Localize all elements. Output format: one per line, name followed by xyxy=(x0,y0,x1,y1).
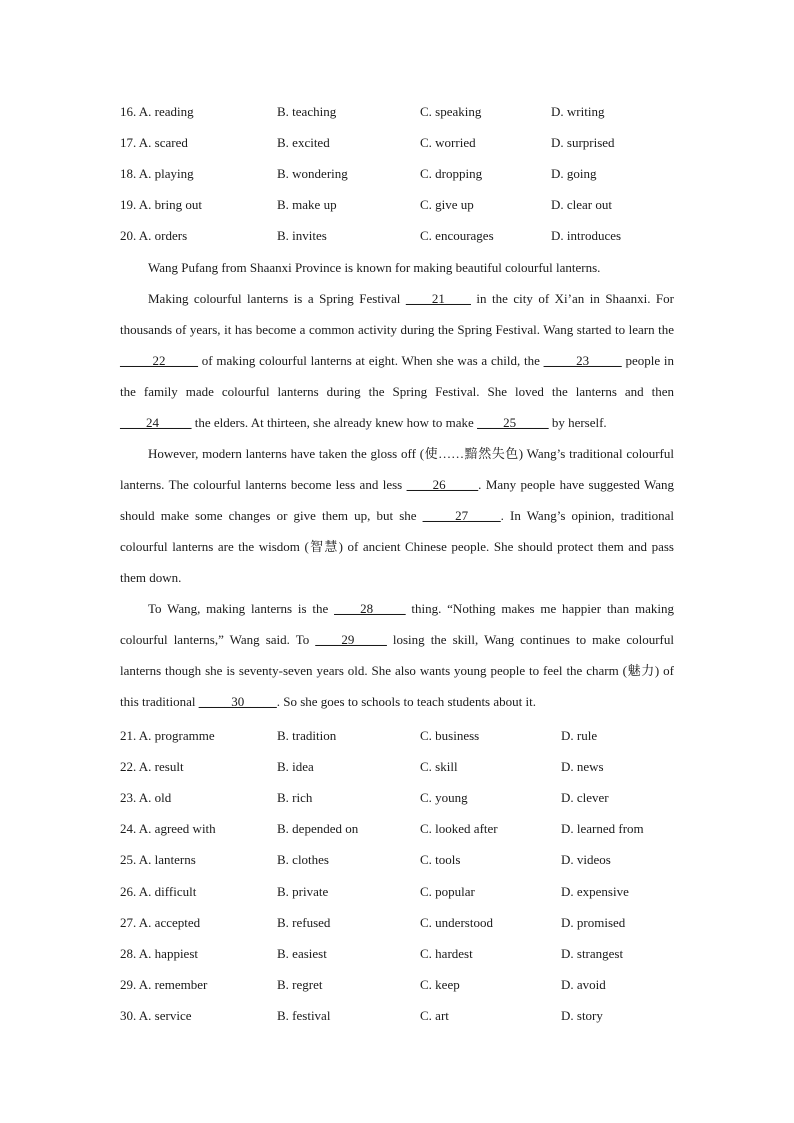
option-c: C. worried xyxy=(420,135,476,150)
question-row-17 xyxy=(120,133,680,153)
option-c: C. understood xyxy=(420,915,493,930)
passage-text: of making colourful lanterns at eight. When she was a child, the xyxy=(198,353,544,368)
option-d: D. going xyxy=(551,166,597,181)
option-a: 17. A. scared xyxy=(120,135,188,150)
passage-text: the elders. At thirteen, she already knew how to make xyxy=(191,415,478,430)
option-a: 20. A. orders xyxy=(120,228,188,243)
option-b: B. excited xyxy=(277,135,330,150)
question-row-27 xyxy=(120,913,680,933)
option-b: B. regret xyxy=(277,977,323,992)
blank-23: _____23_____ xyxy=(543,353,622,368)
option-b: B. rich xyxy=(277,790,313,805)
option-b: B. tradition xyxy=(277,728,337,743)
passage-text: However, modern lanterns have taken the gloss off (使……黯然失色) Wang’s traditional colourful lanterns. The colourful lanterns become less and less xyxy=(120,446,674,492)
option-d: D. news xyxy=(561,759,604,774)
option-b: B. wondering xyxy=(277,166,348,181)
option-b: B. teaching xyxy=(277,104,337,119)
blank-21: ____21____ xyxy=(405,291,471,306)
option-a: 18. A. playing xyxy=(120,166,194,181)
question-row-29 xyxy=(120,975,680,995)
option-a: 28. A. happiest xyxy=(120,946,198,961)
passage-paragraph-4 xyxy=(120,593,674,717)
option-a: 23. A. old xyxy=(120,790,172,805)
option-a: 25. A. lanterns xyxy=(120,852,196,867)
option-d: D. videos xyxy=(561,852,611,867)
option-d: D. learned from xyxy=(561,821,644,836)
option-d: D. strangest xyxy=(561,946,624,961)
option-a: 19. A. bring out xyxy=(120,197,202,212)
question-row-23 xyxy=(120,788,680,808)
question-row-25 xyxy=(120,850,680,870)
option-c: C. speaking xyxy=(420,104,482,119)
option-b: B. idea xyxy=(277,759,314,774)
passage-text: people in the family made colourful lanterns during the Spring Festival. She loved the lanterns and then xyxy=(120,353,675,399)
option-d: D. promised xyxy=(561,915,626,930)
option-d: D. writing xyxy=(551,104,605,119)
question-row-19 xyxy=(120,195,680,215)
option-c: C. popular xyxy=(420,884,475,899)
passage-paragraph-3 xyxy=(120,438,674,593)
question-row-24 xyxy=(120,819,680,839)
question-row-20 xyxy=(120,226,680,246)
question-row-22 xyxy=(120,757,680,777)
question-row-16 xyxy=(120,102,680,122)
option-d: D. surprised xyxy=(551,135,615,150)
option-c: C. young xyxy=(420,790,468,805)
option-b: B. depended on xyxy=(277,821,359,836)
passage-text: . In Wang’s opinion, traditional colourful lanterns are the wisdom (智慧) of ancient Chinese people. She should protect them and pass them down. xyxy=(120,508,674,585)
blank-24: ____24_____ xyxy=(120,415,192,430)
option-b: B. make up xyxy=(277,197,337,212)
passage-text: by herself. xyxy=(548,415,607,430)
option-b: B. easiest xyxy=(277,946,327,961)
blank-29: ____29_____ xyxy=(315,632,387,647)
question-row-21 xyxy=(120,726,680,746)
option-d: D. avoid xyxy=(561,977,606,992)
blank-22: _____22_____ xyxy=(120,353,198,368)
blank-28: ____28_____ xyxy=(334,601,406,616)
option-c: C. skill xyxy=(420,759,458,774)
passage-text: To Wang, making lanterns is the xyxy=(148,601,335,616)
option-d: D. rule xyxy=(561,728,598,743)
question-row-26 xyxy=(120,882,680,902)
passage-text: thing. “Nothing makes me happier than making colourful lanterns,” Wang said. To xyxy=(120,601,675,647)
option-b: B. invites xyxy=(277,228,327,243)
option-a: 27. A. accepted xyxy=(120,915,201,930)
option-a: 29. A. remember xyxy=(120,977,208,992)
option-c: C. looked after xyxy=(420,821,498,836)
option-b: B. clothes xyxy=(277,852,329,867)
option-c: C. tools xyxy=(420,852,461,867)
option-a: 16. A. reading xyxy=(120,104,194,119)
passage-text: in the city of Xi’an in Shaanxi. For thousands of years, it has become a common activity during the Spring Festival. Wang started to learn the xyxy=(120,291,674,337)
blank-26: ____26_____ xyxy=(406,477,479,492)
option-b: B. festival xyxy=(277,1008,331,1023)
option-a: 30. A. service xyxy=(120,1008,192,1023)
option-c: C. encourages xyxy=(420,228,494,243)
option-d: D. clear out xyxy=(551,197,613,212)
option-c: C. business xyxy=(420,728,480,743)
passage-intro: Wang Pufang from Shaanxi Province is known for making beautiful colourful lanterns. xyxy=(148,260,601,275)
question-row-30 xyxy=(120,1006,680,1026)
option-a: 21. A. programme xyxy=(120,728,215,743)
option-c: C. give up xyxy=(420,197,474,212)
passage-text: losing the skill, Wang continues to make colourful lanterns though she is seventy-seven years old. She also wants young people to feel the charm (魅力) of this traditional xyxy=(120,632,674,709)
option-a: 22. A. result xyxy=(120,759,184,774)
blank-30: _____30_____ xyxy=(198,694,277,709)
blank-25: ____25_____ xyxy=(477,415,549,430)
option-c: C. art xyxy=(420,1008,449,1023)
question-row-18 xyxy=(120,164,680,184)
reading-passage xyxy=(120,252,674,717)
passage-text: . So she goes to schools to teach students about it. xyxy=(276,694,536,709)
passage-paragraph-2 xyxy=(120,283,674,438)
option-c: C. hardest xyxy=(420,946,473,961)
option-b: B. refused xyxy=(277,915,331,930)
option-d: D. story xyxy=(561,1008,603,1023)
option-b: B. private xyxy=(277,884,329,899)
option-c: C. dropping xyxy=(420,166,483,181)
option-d: D. clever xyxy=(561,790,609,805)
option-a: 26. A. difficult xyxy=(120,884,197,899)
question-row-28 xyxy=(120,944,680,964)
option-c: C. keep xyxy=(420,977,460,992)
option-d: D. expensive xyxy=(561,884,629,899)
option-d: D. introduces xyxy=(551,228,622,243)
option-a: 24. A. agreed with xyxy=(120,821,216,836)
blank-27: _____27_____ xyxy=(422,508,501,523)
passage-text: Making colourful lanterns is a Spring Festival xyxy=(148,291,406,306)
passage-text: . Many people have suggested Wang should make some changes or give them up, but she xyxy=(120,477,675,523)
